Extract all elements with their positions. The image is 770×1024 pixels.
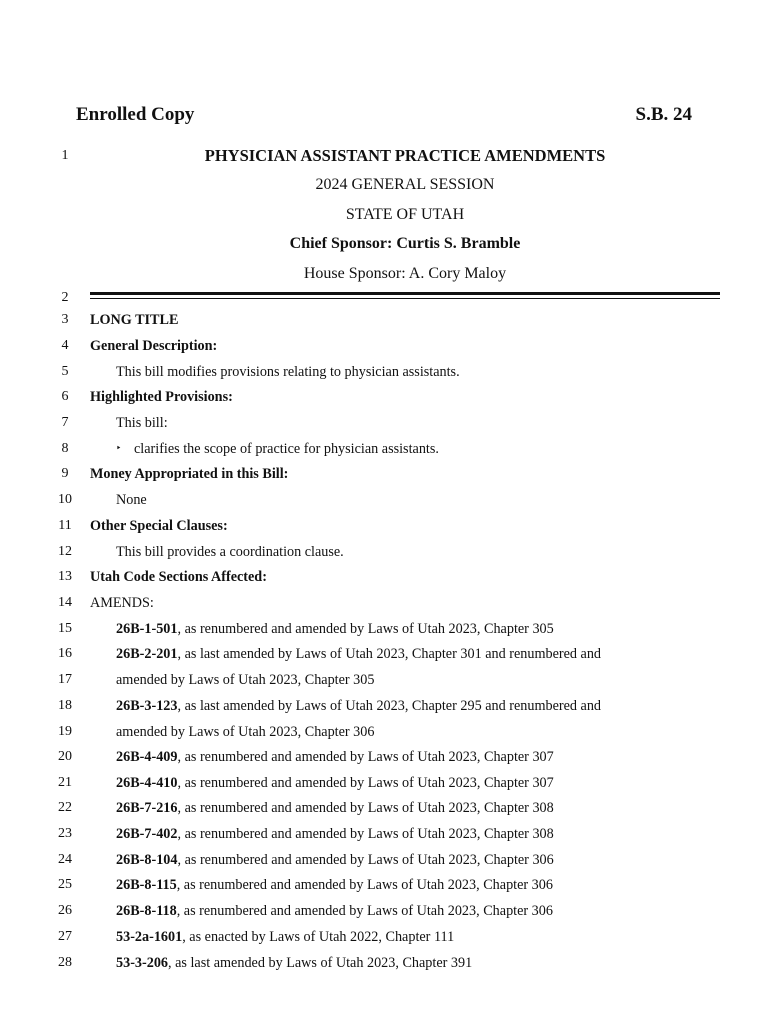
amendment-text: , as renumbered and amended by Laws of Utah 2023, Chapter 306: [176, 877, 553, 893]
amendment-row: [116, 903, 756, 920]
amendment-text: , as last amended by Laws of Utah 2023, Chapter 301 and renumbered and: [177, 646, 602, 662]
amendment-text: , as renumbered and amended by Laws of Utah 2023, Chapter 306: [176, 903, 553, 919]
amendment-row: [116, 775, 756, 792]
code-section: 26B-4-410: [116, 775, 178, 791]
amends-heading: AMENDS:: [90, 595, 154, 611]
amendment-text: , as enacted by Laws of Utah 2022, Chapter 111: [182, 929, 455, 945]
other-clauses-heading: Other Special Clauses:: [90, 518, 228, 534]
line-number: 8: [61, 441, 69, 456]
code-section: 53-2a-1601: [116, 929, 183, 945]
amendment-row: [116, 724, 756, 741]
session-label: 2024 GENERAL SESSION: [315, 176, 495, 193]
long-title-heading: LONG TITLE: [90, 312, 179, 328]
line-number: 23: [58, 826, 72, 841]
money-appropriated-heading: Money Appropriated in this Bill:: [90, 466, 289, 482]
enrolled-copy-label: Enrolled Copy: [76, 104, 195, 125]
line-number: 6: [61, 389, 69, 404]
line-number: 4: [61, 338, 69, 353]
bullet-icon: ‣: [116, 443, 122, 453]
amendment-text: , as renumbered and amended by Laws of Utah 2023, Chapter 307: [177, 775, 554, 791]
amendment-text: , as renumbered and amended by Laws of Utah 2023, Chapter 308: [177, 826, 554, 842]
amendment-text: , as last amended by Laws of Utah 2023, Chapter 295 and renumbered and: [177, 698, 602, 714]
line-number: 22: [58, 800, 72, 815]
general-description-heading: General Description:: [90, 338, 218, 354]
amendment-row: [116, 929, 756, 946]
house-sponsor: House Sponsor: A. Cory Maloy: [303, 265, 507, 282]
line-number: 21: [58, 775, 72, 790]
general-description-text: This bill modifies provisions relating to physician assistants.: [116, 364, 460, 380]
code-section: 26B-1-501: [116, 621, 178, 637]
code-section: 26B-3-123: [116, 698, 178, 714]
line-number: 27: [58, 929, 72, 944]
line-number: 18: [58, 698, 72, 713]
code-section: 26B-4-409: [116, 749, 178, 765]
amendment-row: [116, 826, 756, 843]
amendment-row: [116, 877, 756, 894]
line-number: 13: [58, 569, 72, 584]
this-bill-text: This bill:: [116, 415, 168, 431]
code-section: 26B-8-115: [116, 877, 177, 893]
line-number: 1: [61, 148, 69, 163]
code-section: 53-3-206: [116, 955, 169, 971]
line-number: 10: [58, 492, 72, 507]
line-number: 7: [61, 415, 69, 430]
highlighted-provisions-heading: Highlighted Provisions:: [90, 389, 233, 405]
document-header: [76, 104, 692, 132]
title-divider-thin: [90, 298, 720, 299]
line-number: 16: [58, 646, 72, 661]
bill-title: PHYSICIAN ASSISTANT PRACTICE AMENDMENTS: [204, 146, 606, 165]
amendment-row: [116, 852, 756, 869]
line-number: 25: [58, 877, 72, 892]
amendment-text: , as renumbered and amended by Laws of Utah 2023, Chapter 308: [177, 800, 554, 816]
line-number: 24: [58, 852, 72, 867]
amendment-text: , as renumbered and amended by Laws of Utah 2023, Chapter 307: [177, 749, 554, 765]
line-number: 11: [58, 518, 72, 533]
line-number: 17: [58, 672, 72, 687]
code-sections-heading: Utah Code Sections Affected:: [90, 569, 267, 585]
amendment-text: amended by Laws of Utah 2023, Chapter 305: [116, 672, 375, 688]
amendment-row: [116, 672, 756, 689]
amendment-text: amended by Laws of Utah 2023, Chapter 306: [116, 724, 375, 740]
code-section: 26B-8-104: [116, 852, 178, 868]
provision-list-item: [116, 441, 756, 458]
amendment-row: [116, 800, 756, 817]
provision-text: clarifies the scope of practice for physician assistants.: [134, 441, 439, 457]
amendment-row: [116, 955, 756, 972]
line-number: 14: [58, 595, 72, 610]
amendment-row: [116, 646, 756, 663]
amendment-text: , as renumbered and amended by Laws of Utah 2023, Chapter 306: [177, 852, 554, 868]
code-section: 26B-2-201: [116, 646, 178, 662]
amendment-row: [116, 749, 756, 766]
line-number: 3: [61, 312, 69, 327]
line-number: 28: [58, 955, 72, 970]
title-divider-thick: [90, 292, 720, 295]
line-number: 2: [61, 290, 69, 305]
amendment-text: , as renumbered and amended by Laws of Utah 2023, Chapter 305: [177, 621, 554, 637]
amendment-row: [116, 621, 756, 638]
chief-sponsor: Chief Sponsor: Curtis S. Bramble: [289, 235, 521, 252]
amendment-text: , as last amended by Laws of Utah 2023, Chapter 391: [168, 955, 473, 971]
line-number: 5: [61, 364, 69, 379]
code-section: 26B-8-118: [116, 903, 177, 919]
line-number: 12: [58, 544, 72, 559]
line-number: 15: [58, 621, 72, 636]
bill-number: S.B. 24: [635, 104, 692, 125]
state-label: STATE OF UTAH: [345, 206, 465, 223]
amendment-row: [116, 698, 756, 715]
code-section: 26B-7-402: [116, 826, 178, 842]
other-clauses-text: This bill provides a coordination clause.: [116, 544, 344, 560]
line-number: 26: [58, 903, 72, 918]
line-number: 9: [61, 466, 69, 481]
line-number: 20: [58, 749, 72, 764]
code-section: 26B-7-216: [116, 800, 178, 816]
line-number: 19: [58, 724, 72, 739]
money-appropriated-text: None: [116, 492, 147, 508]
